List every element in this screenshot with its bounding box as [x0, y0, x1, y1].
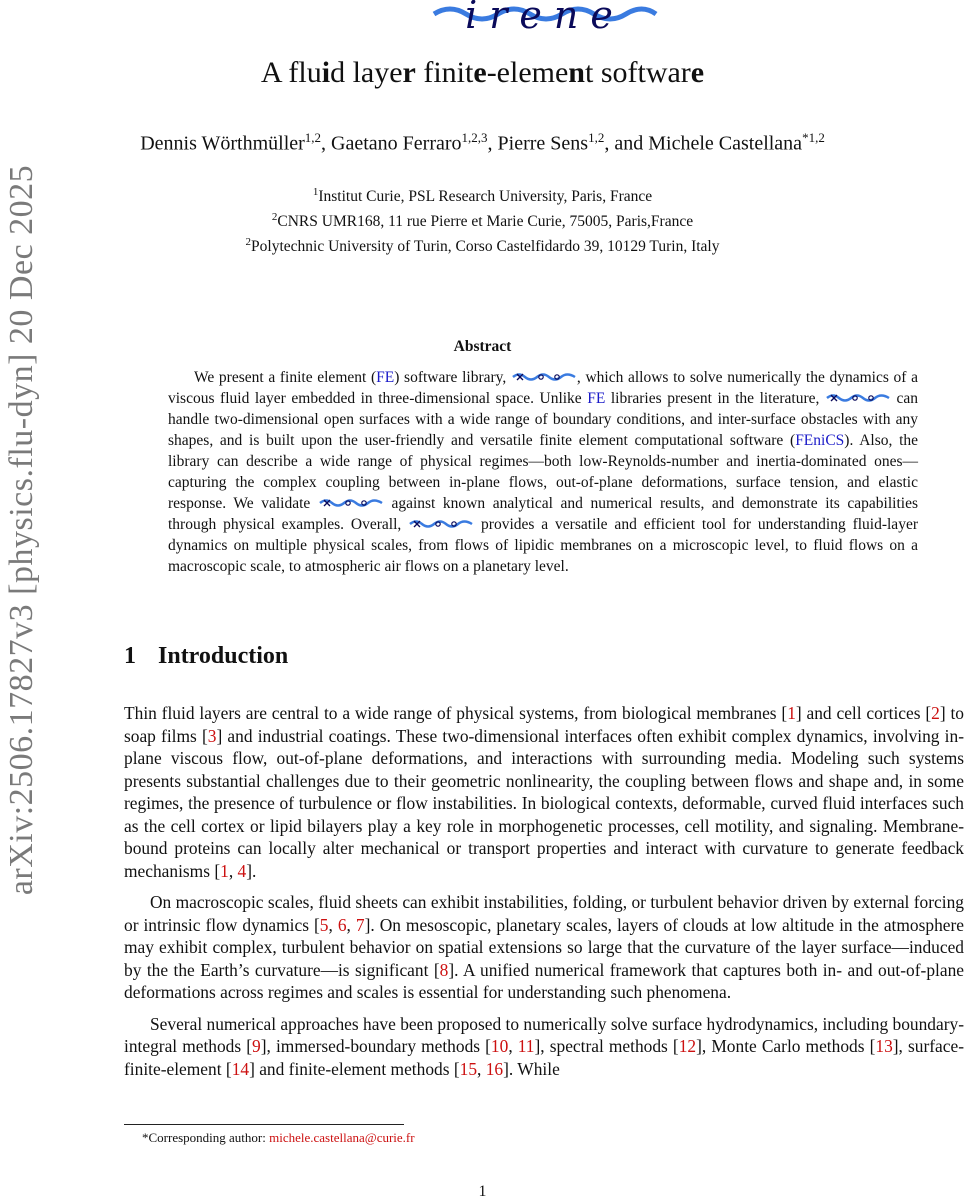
- citation-link[interactable]: 13: [875, 1036, 893, 1056]
- citation-link[interactable]: 5: [319, 914, 329, 935]
- paper-title: A fluid layer finite-element software: [260, 56, 705, 89]
- affiliation: $^1$Institut Curie, PSL Research University, Paris, France: [312, 186, 653, 206]
- footnote-rule: [124, 1124, 404, 1125]
- irene-logo: [430, 0, 660, 40]
- citation-link[interactable]: 6: [337, 914, 347, 935]
- citation-link[interactable]: 1: [787, 703, 796, 723]
- affiliations: [0, 182, 965, 257]
- page-number: 1: [478, 1183, 487, 1200]
- author: Dennis Wörthmüller: [140, 132, 305, 155]
- citation-link[interactable]: 15: [459, 1058, 478, 1079]
- citation-link[interactable]: 14: [231, 1058, 250, 1079]
- citation-link[interactable]: 9: [252, 1036, 261, 1056]
- acronym-link-fenics[interactable]: FEniCS: [795, 432, 845, 449]
- citation-link[interactable]: 16: [485, 1058, 504, 1079]
- citation-link[interactable]: 12: [678, 1036, 697, 1056]
- abstract-body: We present a finite element (FE) software library, , which allows to solve numerically the dynamics of a viscous fluid layer embedded in three-dimensional space. Unlike FE libraries present in the literature, can handle two-dimensional open surfaces with a wide range of boundary conditions, and inter-surface obstacles with any shapes, and is built upon the user-friendly and versatile finite element computational software (FEniCS). Also, the library can describe a wide range of physical regimes—both low-Reynolds-number and inertia-dominated ones—capturing the complex coupling between in-plane flows, out-of-plane deformations, surface tension, and elastic response. We validate against known analytical and numerical results, and demonstrate its capabilities through physical examples. Overall, provides a versatile and efficient tool for understanding fluid-layer dynamics on multiple physical scales, from flows of lipidic membranes on a microscopic level, to fluid flows on a macroscopic scale, to atmospheric air flows on a planetary level.: [168, 369, 919, 575]
- irene-mini-logo: [318, 496, 384, 510]
- affiliation: $^2$Polytechnic University of Turin, Corso Castelfidardo 39, 10129 Turin, Italy: [245, 236, 720, 256]
- citation-link[interactable]: 4: [237, 860, 247, 881]
- logo-text: irene: [465, 0, 625, 37]
- paragraph: Thin fluid layers are central to a wide range of physical systems, from biological membranes [1] and cell cortices [2] to soap films [3] and industrial coatings. These two-dimensional interfaces often exhibit complex dynamics, involving in-plane viscous flow, out-of-plane deformations, and interactions with surrounding media. Modeling such systems presents substantial challenges due to their geometric nonlinearity, the coupling between flows and shape and, in some regimes, the presence of turbulence or flow instabilities. In biological contexts, deformable, curved fluid interfaces such as the cell cortex or lipid bilayers play a key role in morphogenetic processes, cell motility, and signaling. Membrane-bound proteins can locally alter mechanical or transport properties and interact with curvature to generate feedback mechanisms [1, 4].: [124, 703, 964, 881]
- irene-mini-logo: [825, 391, 891, 405]
- abstract-heading: Abstract: [453, 338, 512, 355]
- citation-link[interactable]: 8: [439, 959, 449, 980]
- citation-link[interactable]: 3: [207, 725, 217, 746]
- footnote: *Corresponding author: michele.castellana@curie.fr: [142, 1130, 415, 1145]
- section-number: 1: [124, 643, 136, 669]
- acronym-link-fe[interactable]: FE: [376, 369, 395, 386]
- citation-link[interactable]: 2: [931, 703, 940, 723]
- section-heading: [124, 643, 288, 670]
- citation-link[interactable]: 10: [490, 1036, 509, 1056]
- paragraph: Several numerical approaches have been proposed to numerically solve surface hydrodynamics, including boundary-integral methods [9], immersed-boundary methods [10, 11], spectral methods [12], Monte Carlo methods [13], surface-finite-element [14] and finite-element methods [15, 16]. While: [124, 1013, 964, 1079]
- author: Michele Castellana: [648, 132, 803, 155]
- citation-link[interactable]: 1: [220, 860, 229, 881]
- acronym-link-fe[interactable]: FE: [587, 390, 606, 407]
- logo-graphic: [430, 0, 660, 40]
- arxiv-id: arXiv:2506.17827v3 [physics.flu-dyn] 20 Dec 2025: [3, 164, 40, 896]
- section-title: Introduction: [158, 643, 289, 669]
- body-text: [124, 702, 964, 1089]
- affiliation: $^2$CNRS UMR168, 11 rue Pierre et Marie Curie, 75005, Paris,France: [271, 211, 694, 231]
- author: Pierre Sens: [497, 132, 589, 155]
- author-list: Dennis Wörthmüller$^{1,2}$, Gaetano Ferraro$^{1,2,3}$, Pierre Sens$^{1,2}$, and Michele Castellana$^{*1,2}$: [140, 130, 825, 155]
- citation-link[interactable]: 11: [517, 1036, 535, 1056]
- paragraph: On macroscopic scales, fluid sheets can exhibit instabilities, folding, or turbulent behavior driven by external forcing or intrinsic flow dynamics [5, 6, 7]. On mesoscopic, planetary scales, layers of clouds at low altitude in the atmosphere may exhibit complex, turbulent behavior on spatial extensions so large that the curvature of the layer surface—induced by the the Earth’s curvature—is significant [8]. A unified numerical framework that captures both in- and out-of-plane deformations across regimes and scales is essential for understanding such phenomena.: [124, 892, 964, 1002]
- email-link[interactable]: michele.castellana@curie.fr: [269, 1130, 415, 1145]
- irene-mini-logo: [408, 517, 474, 531]
- author: Gaetano Ferraro: [331, 132, 462, 155]
- citation-link[interactable]: 7: [355, 914, 365, 935]
- irene-mini-logo: [511, 370, 577, 384]
